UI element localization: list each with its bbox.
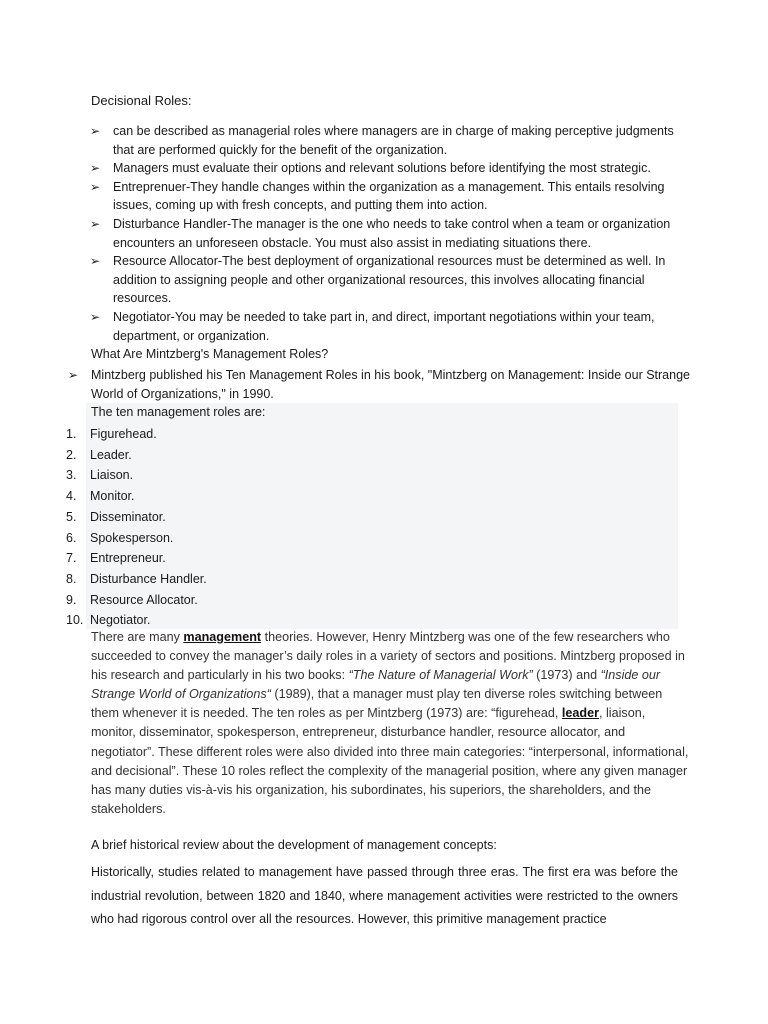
list-item: 3. Liaison. <box>66 468 134 483</box>
list-item: ➢ can be described as managerial roles where managers are in charge of making perceptive judgments that are performed quickly for the benefit of the organization. <box>90 124 674 157</box>
arrow-bullet-icon: ➢ <box>90 124 101 138</box>
list-item: 2. Leader. <box>66 447 132 462</box>
book-title: “The Nature of Managerial Work” <box>348 668 533 683</box>
history-heading: A brief historical review about the development of management concepts: <box>91 838 497 852</box>
list-item: 5. Disseminator. <box>66 509 166 524</box>
list-item: 10. Negotiator. <box>66 613 151 628</box>
mintzberg-roles-subheading: What Are Mintzberg's Management Roles? <box>91 347 329 361</box>
history-paragraph: Historically, studies related to management have passed through three eras. The first era was before the industrial revolution, between 1820 and 1840, where management activities were restricted to the owners who had rigorous control over all the resources. However, this primitive management practice <box>91 865 678 926</box>
leader-link[interactable]: leader <box>561 706 600 721</box>
management-link[interactable]: management <box>183 630 262 644</box>
list-item: ➢ Managers must evaluate their options and relevant solutions before identifying the most strategic. <box>90 159 690 178</box>
list-item: ➢ Disturbance Handler-The manager is the one who needs to take control when a team or organization encounters an unforeseen obstacle. You must also assist in mediating situations there. <box>90 216 671 250</box>
arrow-bullet-icon: ➢ <box>90 161 101 176</box>
arrow-bullet-icon: ➢ <box>68 368 79 382</box>
mintzberg-paragraph: There are many management theories. However, Henry Mintzberg was one of the few researchers who succeeded to convey the manager’s daily roles in a variety of sectors and positions. Mintzberg proposed in his research and particularly in his two books: “The Nature of Managerial Work” (1973) and “Inside our Strange World of Organizations“ (1989), that a manager must play ten diverse roles switching between them whenever it is needed. The ten roles as per Mintzberg (1973) are: “figurehead, leader, liaison, monitor, disseminator, spokesperson, entrepreneur, disturbance handler, resource allocator, and negotiator”. These different roles were also divided into three main categories: “interpersonal, informational, and decisional”. These 10 roles reflect the complexity of the managerial position, where any given manager has many duties vis-à-vis his organization, his subordinates, his superiors, the shareholders, and the stakeholders. <box>91 630 689 816</box>
list-item: 7. Entrepreneur. <box>66 551 166 566</box>
list-item: ➢ Negotiator-You may be needed to take part in, and direct, important negotiations within your team, department, or organization. <box>90 309 655 343</box>
list-item: ➢ Resource Allocator-The best deployment of organizational resources must be determined as well. In addition to assigning people and other organizational resources, this involves allocating financial resources. <box>90 254 666 306</box>
list-item: 9. Resource Allocator. <box>66 592 198 607</box>
list-item: 4. Monitor. <box>66 489 135 504</box>
ten-roles-list <box>66 424 207 631</box>
arrow-bullet-icon: ➢ <box>90 309 101 324</box>
list-item: 8. Disturbance Handler. <box>66 571 207 586</box>
list-item: 6. Spokesperson. <box>66 530 174 545</box>
ten-roles-intro: The ten management roles are: <box>91 405 266 419</box>
arrow-bullet-icon: ➢ <box>90 179 101 194</box>
book-title: “Inside our Strange World of Organizations“ <box>91 668 661 702</box>
mintzberg-bullet: ➢ Mintzberg published his Ten Management Roles in his book, "Mintzberg on Management: Inside our Strange World of Organizations," in 1990. <box>68 368 690 401</box>
list-item: 1. Figurehead. <box>66 427 157 441</box>
list-item: ➢ Entreprenuer-They handle changes within the organization as a management. This entails resolving issues, coming up with fresh concepts, and putting them into action. <box>90 179 665 213</box>
arrow-bullet-icon: ➢ <box>90 216 101 231</box>
arrow-bullet-icon: ➢ <box>90 254 101 269</box>
decisional-roles-list <box>90 122 690 345</box>
decisional-roles-heading: Decisional Roles: <box>91 93 192 108</box>
